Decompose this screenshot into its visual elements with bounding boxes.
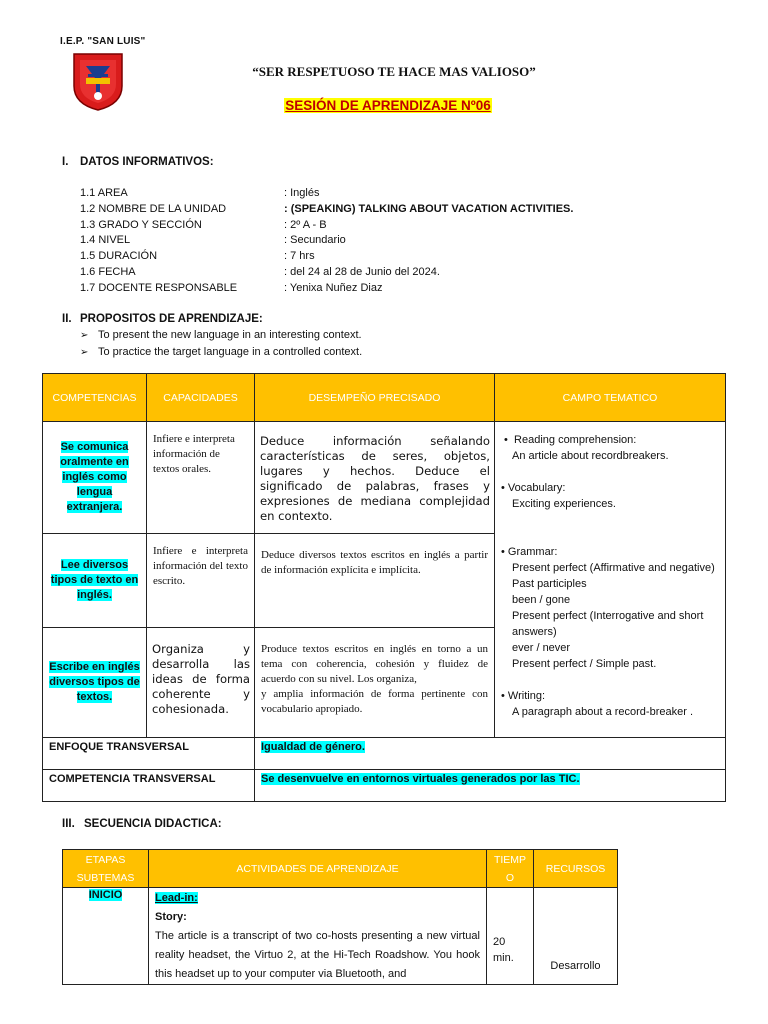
header-subtemas-line: SUBTEMAS bbox=[76, 871, 135, 884]
competencia-trans-label: COMPETENCIA TRANSVERSAL bbox=[43, 770, 255, 802]
session-title-text: SESIÓN DE APRENDIZAJE Nº06 bbox=[285, 98, 491, 113]
header-campo-tematico: CAMPO TEMATICO bbox=[495, 374, 726, 422]
desempeno-cell: Deduce información señalando características de seres, objetos, lugares y hechos. Deduce el significado de palabras, frases y expresiones de mediana complejidad en contexto. bbox=[255, 422, 495, 534]
info-label: 1.6 FECHA bbox=[80, 266, 136, 278]
campo-tematico-cell bbox=[495, 422, 726, 738]
info-value: : 2º A - B bbox=[284, 219, 327, 231]
info-value: : 7 hrs bbox=[284, 250, 315, 262]
recurso-cell: Desarrollo bbox=[534, 888, 618, 985]
competencia-trans-value: Se desenvuelve en entornos virtuales generados por las TIC. bbox=[261, 773, 580, 785]
info-label: 1.1 AREA bbox=[80, 187, 128, 199]
competencia-text: Lee diversos tipos de texto en inglés. bbox=[50, 559, 139, 601]
campo-item: Past participles bbox=[512, 578, 587, 590]
tiempo-cell bbox=[487, 888, 534, 985]
campo-item: Present perfect / Simple past. bbox=[512, 658, 657, 670]
header-recursos: RECURSOS bbox=[534, 850, 618, 888]
section-title: SECUENCIA DIDACTICA: bbox=[84, 818, 222, 830]
campo-title: Vocabulary: bbox=[507, 482, 566, 494]
campo-bullet: • Writing: bbox=[501, 690, 546, 702]
campo-bullet: • Vocabulary: bbox=[501, 482, 566, 494]
competencia-transversal-row bbox=[43, 770, 726, 802]
table-header-row bbox=[43, 374, 726, 422]
school-name: I.E.P. "SAN LUIS" bbox=[60, 36, 146, 47]
arrow-bullet-icon: ➢ bbox=[80, 347, 89, 358]
info-label: 1.4 NIVEL bbox=[80, 234, 131, 246]
campo-item: Present perfect (Affirmative and negative) bbox=[512, 562, 715, 574]
competencia-cell bbox=[43, 534, 147, 628]
section-title: DATOS INFORMATIVOS: bbox=[80, 156, 214, 168]
section-heading-secuencia bbox=[62, 818, 222, 830]
campo-item: Exciting experiences. bbox=[512, 498, 616, 510]
campo-item: An article about recordbreakers. bbox=[512, 450, 669, 462]
header-etapas bbox=[63, 850, 149, 888]
campo-title: Reading comprehension: bbox=[514, 434, 637, 446]
info-value: : (SPEAKING) TALKING ABOUT VACATION ACTIVITIES. bbox=[284, 203, 574, 215]
header-desempeno: DESEMPEÑO PRECISADO bbox=[255, 374, 495, 422]
campo-item: ever / never bbox=[512, 642, 571, 654]
competencia-text: Se comunica oralmente en inglés como lengua extranjera. bbox=[60, 441, 129, 513]
campo-bullet: • Reading comprehension: bbox=[501, 434, 637, 446]
campo-item: Present perfect (Interrogative and short answers) bbox=[512, 610, 704, 638]
campo-bullet: • Grammar: bbox=[501, 546, 558, 558]
capacidad-cell: Organiza y desarrolla las ideas de forma coherente y cohesionada. bbox=[147, 628, 255, 738]
desempeno-cell: Deduce diversos textos escritos en inglés a partir de información explícita e implícita. bbox=[255, 534, 495, 628]
capacidad-cell: Infiere e interpreta información del texto escrito. bbox=[147, 534, 255, 628]
campo-item: A paragraph about a record-breaker . bbox=[512, 706, 694, 718]
info-label: 1.3 GRADO Y SECCIÓN bbox=[80, 219, 202, 231]
competencias-table bbox=[42, 373, 726, 802]
header-tiempo-line: O bbox=[505, 871, 515, 884]
actividad-cell bbox=[149, 888, 487, 985]
header-competencias: COMPETENCIAS bbox=[43, 374, 147, 422]
info-label: 1.5 DURACIÓN bbox=[80, 250, 158, 262]
section-number: III. bbox=[62, 818, 75, 830]
arrow-bullet-icon: ➢ bbox=[80, 330, 89, 341]
tiempo-value: 20 bbox=[493, 936, 506, 948]
info-value: : del 24 al 28 de Junio del 2024. bbox=[284, 266, 440, 278]
campo-item: been / gone bbox=[512, 594, 571, 606]
section-heading-datos bbox=[62, 156, 214, 168]
competencia-cell bbox=[43, 628, 147, 738]
story-label: Story: bbox=[155, 911, 187, 923]
table-row bbox=[43, 422, 726, 534]
enfoque-transversal-row bbox=[43, 738, 726, 770]
competencia-cell bbox=[43, 422, 147, 534]
campo-title: Grammar: bbox=[507, 546, 558, 558]
section-title: PROPOSITOS DE APRENDIZAJE: bbox=[80, 313, 263, 325]
purpose-item bbox=[80, 329, 362, 341]
info-value: : Inglés bbox=[284, 187, 320, 199]
capacidad-cell: Infiere e interpreta información de textos orales. bbox=[147, 422, 255, 534]
enfoque-value-cell bbox=[255, 738, 726, 770]
enfoque-label: ENFOQUE TRANSVERSAL bbox=[43, 738, 255, 770]
info-label: 1.2 NOMBRE DE LA UNIDAD bbox=[80, 203, 227, 215]
desempeno-cell bbox=[255, 628, 495, 738]
etapa-text: INICIO bbox=[88, 889, 123, 901]
header-capacidades: CAPACIDADES bbox=[147, 374, 255, 422]
info-value: : Yenixa Nuñez Diaz bbox=[284, 282, 383, 294]
table-row bbox=[63, 888, 618, 985]
enfoque-value: Igualdad de género. bbox=[261, 741, 365, 753]
tiempo-unit: min. bbox=[493, 952, 514, 964]
motto: “SER RESPETUOSO TE HACE MAS VALIOSO” bbox=[252, 64, 536, 79]
section-number: I. bbox=[62, 156, 69, 168]
leadin-label: Lead-in: bbox=[155, 892, 198, 904]
header-tiempo bbox=[487, 850, 534, 888]
desempeno-text: Produce textos escritos en inglés en torno a un tema con coherencia, cohesión y fluidez de acuerdo con su nivel. Los organiza, bbox=[261, 643, 488, 685]
section-number: II. bbox=[62, 313, 72, 325]
actividad-text: The article is a transcript of two co-hosts presenting a new virtual reality headset, the Virtuo 2, at the Hi-Tech Roadshow. You hook this headset up to your computer via Bluetooth, and bbox=[155, 930, 480, 980]
info-value: : Secundario bbox=[284, 234, 346, 246]
section-heading-propositos bbox=[62, 313, 263, 325]
info-label: 1.7 DOCENTE RESPONSABLE bbox=[80, 282, 238, 294]
etapa-cell bbox=[63, 888, 149, 985]
purpose-item bbox=[80, 346, 362, 358]
desempeno-text: y amplia información de forma pertinente con vocabulario apropiado. bbox=[261, 688, 488, 715]
competencia-text: Escribe en inglés diversos tipos de textos. bbox=[49, 661, 140, 703]
purpose-text: To present the new language in an interesting context. bbox=[98, 329, 362, 341]
purpose-text: To practice the target language in a controlled context. bbox=[98, 346, 363, 358]
secuencia-table bbox=[62, 849, 618, 985]
campo-title: Writing: bbox=[507, 690, 546, 702]
header-etapas-line: ETAPAS bbox=[85, 853, 126, 866]
header-actividades: ACTIVIDADES DE APRENDIZAJE bbox=[149, 850, 487, 888]
table-header-row bbox=[63, 850, 618, 888]
session-title bbox=[0, 98, 768, 113]
header-tiempo-line: TIEMP bbox=[493, 853, 527, 866]
competencia-trans-value-cell bbox=[255, 770, 726, 802]
